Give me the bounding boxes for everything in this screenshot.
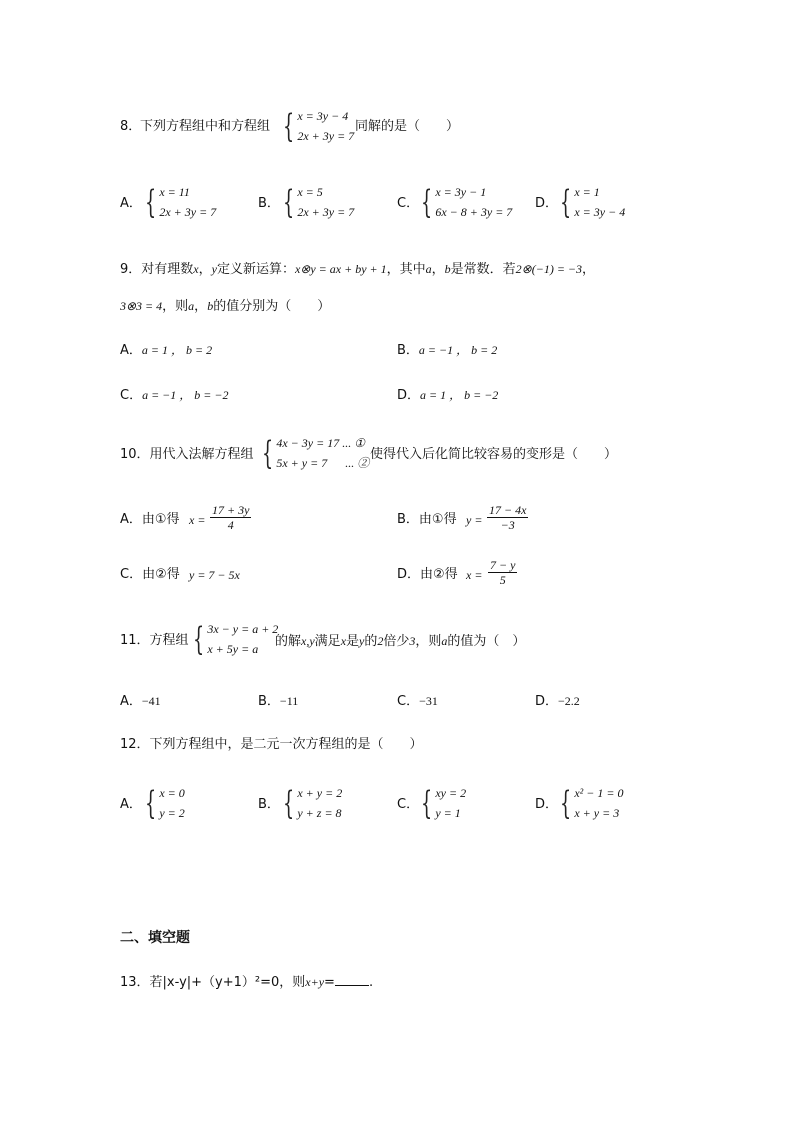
q11-option-b — [258, 693, 298, 710]
q9-option-d-label: D． — [397, 388, 421, 403]
q10-option-b-fraction — [487, 503, 528, 532]
q8-option-c-eq1: x = 3y − 1 — [435, 185, 487, 199]
q11-option-a-text: −41 — [141, 694, 161, 708]
q10-option-d-label: D．由②得 — [397, 567, 458, 582]
q8-option-d-system — [560, 182, 625, 222]
brace-icon: { — [145, 183, 157, 221]
q11-option-c — [397, 693, 438, 710]
q8-option-c-label: C． — [397, 196, 420, 211]
q11-text-is: 是 — [346, 634, 360, 649]
q11-option-d — [535, 693, 580, 710]
q9-option-b — [397, 342, 497, 359]
brace-icon: { — [283, 784, 295, 822]
q10-option-b-numerator: 17 − 4x — [489, 503, 527, 517]
q10-option-d-fraction — [488, 558, 517, 587]
q10-eq2: 5x + y = 7 ... ② — [276, 456, 370, 470]
q13-line — [120, 973, 373, 991]
q9-option-a-text: a = 1 ， b = 2 — [141, 343, 213, 357]
q11-var-a: a — [441, 634, 448, 648]
q12-option-b-label: B． — [258, 797, 280, 812]
q12-option-d-eq2: x + y = 3 — [574, 806, 620, 820]
q8-eq2: 2x + 3y = 7 — [297, 129, 355, 143]
q13-expr: x+y — [305, 975, 325, 989]
q9-text-d: 是常数．若 — [450, 262, 516, 277]
q10-eq1: 4x − 3y = 17 ... ① — [276, 436, 365, 450]
q9-option-d-text: a = 1 ， b = −2 — [420, 388, 499, 402]
brace-icon: { — [145, 784, 157, 822]
q11-system — [193, 619, 278, 659]
q9-var-a: a — [425, 262, 432, 276]
q8-option-d-eq1: x = 1 — [574, 185, 600, 199]
q9-comma: ， — [198, 262, 212, 277]
q8-option-b-eq2: 2x + 3y = 7 — [297, 205, 355, 219]
q9-operation: x⊗y = ax + by + 1 — [294, 262, 387, 276]
brace-icon: { — [421, 183, 433, 221]
q12-option-a-eq2: y = 2 — [159, 806, 185, 820]
q10-option-c-expr: y = 7 − 5x — [189, 568, 240, 582]
q8-option-d-label: D． — [535, 196, 559, 211]
q12-option-c-system — [421, 783, 466, 823]
q10-option-d-numerator: 7 − y — [490, 558, 516, 572]
q11-eq2: x + 5y = a — [207, 642, 259, 656]
brace-icon: { — [560, 784, 572, 822]
q9-var-a: a — [188, 299, 195, 313]
q9-var-b: b — [207, 299, 214, 313]
q8-option-c-system — [421, 182, 512, 222]
q10-option-a-fraction — [210, 503, 251, 532]
q11-option-b-text: −11 — [279, 694, 299, 708]
q11-text-a: 11．方程组 — [120, 633, 189, 648]
q11-text-times-less: 倍少 — [383, 634, 410, 649]
q10-option-a-label: A．由①得 — [120, 512, 180, 527]
q10-option-b-lhs: y = — [466, 513, 483, 527]
q11-option-d-text: −2.2 — [558, 694, 580, 708]
q11-var-x: x — [340, 634, 347, 648]
q8-number: 8． — [120, 119, 142, 134]
q9-condition-1: 2⊗(−1) = −3 — [515, 262, 583, 276]
q10-option-c-label: C．由②得 — [120, 567, 180, 582]
q11-text-satisfy: 满足 — [314, 634, 341, 649]
q11-text-value: 的值为（ ） — [447, 634, 526, 649]
q10-option-a-lhs: x = — [189, 513, 206, 527]
q12-option-a-label: A． — [120, 797, 142, 812]
brace-icon: { — [283, 183, 295, 221]
q12-option-c-label: C． — [397, 797, 420, 812]
q9-option-a — [120, 342, 212, 359]
q9-text-c: ，其中 — [386, 262, 426, 277]
q11-option-b-label: B． — [258, 694, 280, 709]
q12-option-b-eq2: y + z = 8 — [297, 806, 342, 820]
q9-comma: ， — [431, 262, 445, 277]
q8-option-c-eq2: 6x − 8 + 3y = 7 — [435, 205, 513, 219]
q8-eq1: x = 3y − 4 — [297, 109, 349, 123]
q11-text-of: 的 — [364, 634, 378, 649]
brace-icon: { — [560, 183, 572, 221]
q9-text-f: 的值分别为（ ） — [213, 299, 331, 314]
q11-text-solution: 的解 — [275, 634, 302, 649]
q12-option-d-system — [560, 783, 623, 823]
q12-option-b-eq1: x + y = 2 — [297, 786, 343, 800]
q11-option-a-label: A． — [120, 694, 142, 709]
q12-option-a-system — [145, 783, 185, 823]
brace-icon: { — [193, 620, 205, 658]
q9-option-c-text: a = −1 ， b = −2 — [142, 388, 229, 402]
q9-option-c-label: C． — [120, 388, 143, 403]
q9-comma: ， — [194, 299, 208, 314]
q9-text-b: 定义新运算： — [216, 262, 295, 277]
q10-option-b-denominator: −3 — [500, 518, 515, 532]
q12-option-a-eq1: x = 0 — [159, 786, 185, 800]
q8-text-a: 下列方程组中和方程组 — [140, 119, 271, 134]
q8-text-b: 同解的是（ ） — [355, 119, 460, 134]
brace-icon: { — [421, 784, 433, 822]
brace-icon: { — [262, 434, 274, 472]
q9-var-b: b — [444, 262, 451, 276]
q9-condition-2: 3⊗3 = 4 — [120, 299, 163, 313]
q11-num-three: 3 — [409, 634, 416, 648]
q12-option-c-eq2: y = 1 — [435, 806, 461, 820]
q12-text: 12．下列方程组中，是二元一次方程组的是（ ） — [120, 737, 423, 752]
q10-option-a-denominator: 4 — [227, 518, 234, 532]
section-heading: 二、填空题 — [120, 930, 190, 946]
q9-option-d — [397, 387, 498, 404]
q11-var-xy: x,y — [301, 634, 315, 648]
q8-option-a-system — [145, 182, 216, 222]
q10-option-b-label: B．由①得 — [397, 512, 457, 527]
q12-option-d-label: D． — [535, 797, 559, 812]
q12-option-d-eq1: x² − 1 = 0 — [574, 786, 624, 800]
q8-option-d-eq2: x = 3y − 4 — [574, 205, 626, 219]
q10-option-a-numerator: 17 + 3y — [212, 503, 250, 517]
q11-eq1: 3x − y = a + 2 — [207, 622, 279, 636]
q9-var-x: x — [193, 262, 199, 276]
q8-option-b-system — [283, 182, 354, 222]
q13-text-a: 13．若|x-y|+（y+1）²=0，则 — [120, 975, 306, 990]
q8-option-a-eq1: x = 11 — [159, 185, 190, 199]
q11-text-then: ，则 — [415, 634, 442, 649]
q9-option-c — [120, 387, 228, 404]
q11-option-c-text: −31 — [419, 694, 438, 708]
q11-option-c-label: C． — [397, 694, 420, 709]
q8-option-a-label: A． — [120, 196, 142, 211]
q10-text-b: 使得代入后化简比较容易的变形是（ ） — [370, 447, 618, 462]
q8-option-b-eq1: x = 5 — [297, 185, 323, 199]
brace-icon: { — [283, 107, 295, 145]
q10-option-d-denominator: 5 — [499, 573, 506, 587]
q12-option-b-system — [283, 783, 342, 823]
q9-line2 — [120, 298, 330, 315]
q13-period: . — [368, 975, 374, 990]
answer-blank[interactable] — [335, 973, 369, 986]
q11-text-b — [275, 633, 525, 650]
q9-text-e: ，则 — [162, 299, 189, 314]
q9-var-y: y — [211, 262, 217, 276]
q12-option-c-eq1: xy = 2 — [435, 786, 467, 800]
q9-option-b-text: a = −1 ， b = 2 — [418, 343, 498, 357]
q8-system — [283, 106, 354, 146]
q11-num-two: 2 — [377, 634, 384, 648]
q9-text-a: 9．对有理数 — [120, 262, 194, 277]
q11-option-d-label: D． — [535, 694, 559, 709]
q10-option-d-lhs: x = — [466, 568, 483, 582]
q9-line1 — [120, 261, 595, 278]
q8-option-b-label: B． — [258, 196, 280, 211]
q11-var-y: y — [359, 634, 365, 648]
q11-option-a — [120, 693, 161, 710]
q10-system — [262, 433, 369, 473]
q9-option-b-label: B． — [397, 343, 419, 358]
q8-option-a-eq2: 2x + 3y = 7 — [159, 205, 217, 219]
q10-text-a: 10．用代入法解方程组 — [120, 447, 254, 462]
q9-option-a-label: A． — [120, 343, 142, 358]
q9-comma: ， — [582, 262, 596, 277]
q13-equals: = — [324, 975, 335, 990]
